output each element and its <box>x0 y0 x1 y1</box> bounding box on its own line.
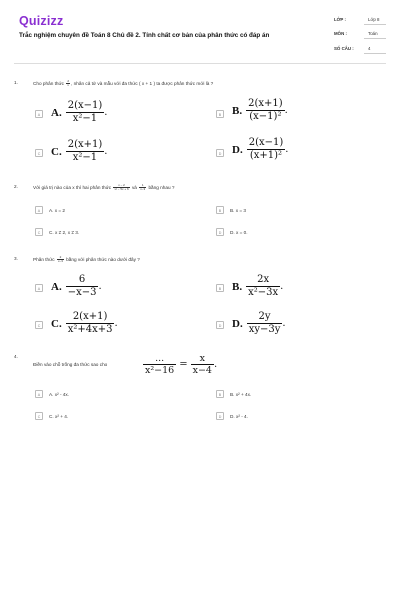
question-number: 3. <box>14 256 18 261</box>
page-title: Trắc nghiệm chuyên đề Toán 8 Chủ đề 2. Tính chất cơ bản của phân thức có đáp án <box>19 32 270 39</box>
question-number: 4. <box>14 354 18 359</box>
fraction-numerator: 2(x+1) <box>67 139 103 150</box>
fraction-numerator: ... <box>143 353 176 365</box>
option-text: C. x ≠ 2, x ≠ 3. <box>49 229 80 235</box>
option-tail: . <box>285 144 289 155</box>
fraction <box>247 311 286 336</box>
option-box[interactable]: A <box>35 390 43 398</box>
fraction <box>143 353 176 376</box>
brand-logo: Quizizz <box>19 14 64 28</box>
equals-sign: = <box>179 359 188 370</box>
question-text-mid: và <box>131 184 137 190</box>
question-text <box>33 80 213 87</box>
question-number: 2. <box>14 184 18 189</box>
fraction-denominator: x² − 5x + 6 <box>114 187 129 192</box>
question-number: 1. <box>14 80 18 85</box>
fraction-numerator: 2(x+1) <box>66 311 115 324</box>
option-c-math <box>51 311 118 336</box>
fraction <box>247 137 289 162</box>
fraction-numerator: 2(x+1) <box>248 98 283 109</box>
inline-fraction <box>113 184 129 191</box>
meta-grade <box>334 17 386 26</box>
fraction-numerator: x − 2 <box>113 184 129 188</box>
inline-fraction <box>57 256 64 263</box>
option-letter: C. <box>51 145 62 158</box>
fraction-numerator: 1 <box>139 184 146 188</box>
fraction-numerator: 2y <box>247 311 283 324</box>
option-a-math <box>51 100 107 125</box>
fraction-denominator: x²−3x <box>248 287 279 298</box>
inline-fraction <box>139 184 146 191</box>
fraction-denominator: x−4 <box>192 365 212 376</box>
option-box[interactable]: B <box>216 206 224 214</box>
option-box[interactable]: D <box>216 149 224 157</box>
option-letter: B. <box>232 280 243 293</box>
fraction-numerator: 2x <box>246 274 280 287</box>
option-letter: C. <box>51 317 62 330</box>
option-letter: D. <box>232 143 243 156</box>
question-text-b: bằng với phân thức nào dưới đây ? <box>66 256 140 262</box>
question-text-b: , nhân cả tử và mẫu với đa thức ( x + 1 ) ta được phân thức mới là ? <box>71 80 214 86</box>
fraction <box>66 100 108 125</box>
fraction <box>66 274 102 299</box>
option-box[interactable]: D <box>216 321 224 329</box>
fraction-denominator: x²+4x+3 <box>67 324 113 335</box>
option-box[interactable]: B <box>216 390 224 398</box>
fraction-denominator: x²−16 <box>145 365 175 376</box>
fraction-denominator: −x−3 <box>67 287 97 298</box>
meta-subject-value: Toán <box>368 31 378 36</box>
option-tail: . <box>282 318 286 329</box>
fraction-denominator: xy−3y <box>248 324 281 335</box>
option-text: B. x = 3 <box>230 207 247 213</box>
option-text: C. x² + 4. <box>49 413 69 419</box>
option-letter: A. <box>51 280 62 293</box>
option-text: A. x = 2 <box>49 207 66 213</box>
option-text: D. x = 0. <box>230 229 248 235</box>
inline-fraction <box>66 80 70 87</box>
option-box[interactable]: C <box>35 149 43 157</box>
option-tail: . <box>98 281 102 292</box>
option-b-math <box>232 274 283 299</box>
option-box[interactable]: C <box>35 412 43 420</box>
fraction-denominator: x−3 <box>140 187 146 192</box>
fraction-numerator: 2(x−1) <box>248 137 284 148</box>
meta-count-value: 4 <box>368 46 371 51</box>
option-box[interactable]: B <box>216 284 224 292</box>
fraction-denominator: x²−1 <box>72 152 98 163</box>
meta-grade-value: Lớp 8 <box>368 17 380 22</box>
meta-divider <box>364 53 386 54</box>
option-text: A. x² - 4x. <box>49 391 70 397</box>
fraction <box>66 139 108 164</box>
question-text-a: Cho phân thức <box>33 80 65 86</box>
fraction-numerator: 2 <box>67 79 70 83</box>
question-text-a: Với giá trị nào của x thì hai phân thức <box>33 184 112 190</box>
question-text-b: bằng nhau ? <box>148 184 175 190</box>
meta-count-label: SỐ CÂU : <box>334 46 354 51</box>
header-divider <box>14 63 386 64</box>
fraction-numerator: x <box>191 353 214 365</box>
fraction-numerator: 2 <box>57 256 64 260</box>
option-tail: . <box>104 146 108 157</box>
meta-divider <box>364 24 386 25</box>
option-tail: . <box>284 105 288 116</box>
option-box[interactable]: B <box>216 110 224 118</box>
equation-tail: . <box>213 359 218 370</box>
option-letter: D. <box>232 317 243 330</box>
option-d-math <box>232 137 288 162</box>
question-text-a: Điền vào chỗ trống đa thức sao cho <box>33 362 108 367</box>
fraction-denominator: (x−1)² <box>249 111 282 122</box>
option-box[interactable]: C <box>35 321 43 329</box>
option-letter: B. <box>232 104 243 117</box>
option-box[interactable]: D <box>216 228 224 236</box>
option-letter: A. <box>51 106 62 119</box>
question-equation <box>143 353 217 376</box>
question-text-a: Phân thức <box>33 256 55 262</box>
meta-divider <box>364 38 386 39</box>
meta-grade-label: LỚP : <box>334 17 346 22</box>
option-box[interactable]: D <box>216 412 224 420</box>
fraction-denominator: x−3 <box>57 259 63 264</box>
fraction-numerator: 2(x−1) <box>67 100 103 111</box>
fraction-numerator: 6 <box>66 274 99 287</box>
option-box[interactable]: A <box>35 206 43 214</box>
meta-subject <box>334 31 386 40</box>
meta-count <box>334 46 386 55</box>
question-text <box>33 362 107 367</box>
fraction <box>191 353 214 376</box>
option-box[interactable]: A <box>35 284 43 292</box>
fraction <box>246 274 280 299</box>
fraction-denominator: x²−1 <box>72 113 98 124</box>
option-a-math <box>51 274 102 299</box>
option-text: D. x² - 4. <box>230 413 248 419</box>
option-tail: . <box>114 318 118 329</box>
fraction-denominator: x <box>67 83 69 88</box>
option-tail: . <box>280 281 284 292</box>
fraction-denominator: (x+1)² <box>249 150 283 161</box>
fraction <box>246 98 285 123</box>
option-b-math <box>232 98 288 123</box>
option-c-math <box>51 139 107 164</box>
option-d-math <box>232 311 286 336</box>
question-text <box>33 256 140 263</box>
option-box[interactable]: C <box>35 228 43 236</box>
option-text: B. x² + 4x. <box>230 391 252 397</box>
fraction <box>66 311 118 336</box>
option-tail: . <box>104 107 108 118</box>
question-text <box>33 184 175 191</box>
meta-subject-label: MÔN : <box>334 31 347 36</box>
option-box[interactable]: A <box>35 110 43 118</box>
